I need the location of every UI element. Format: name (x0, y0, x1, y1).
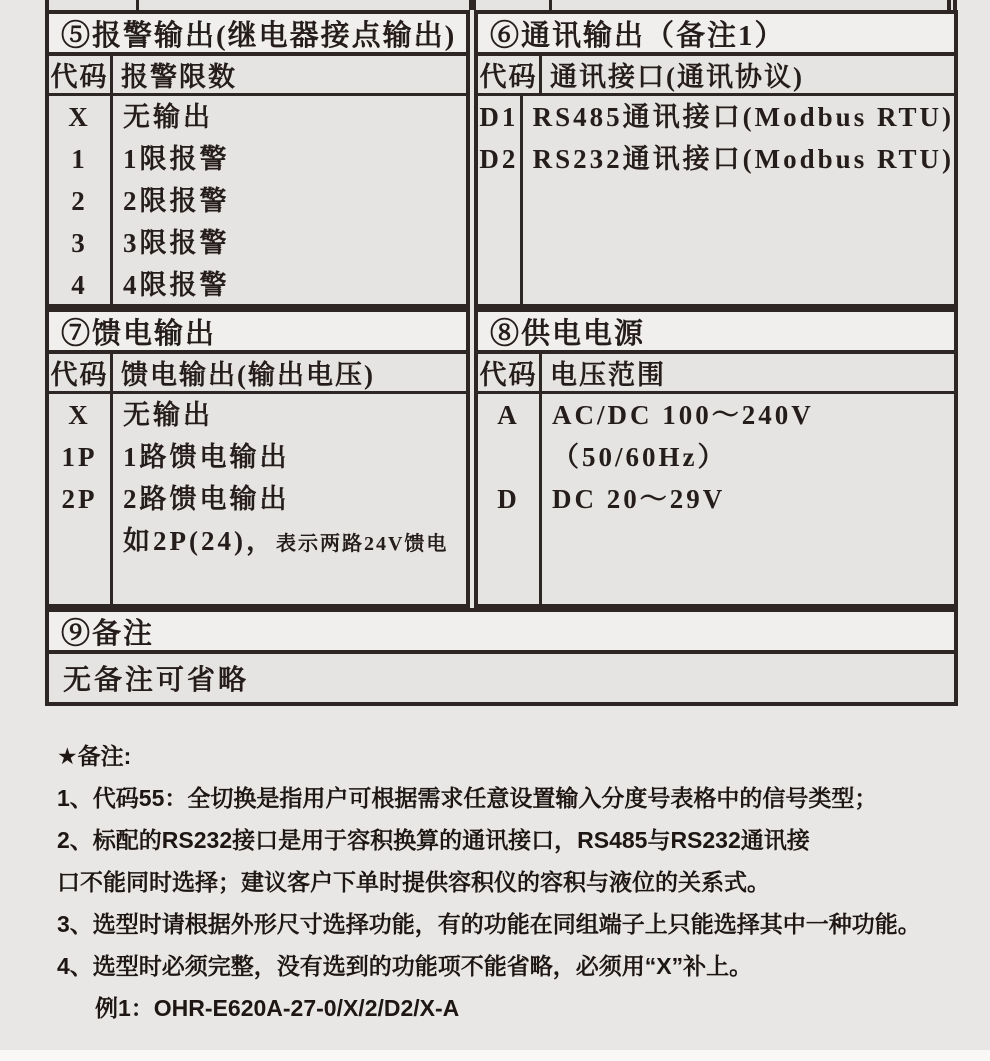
section-6-title-text: ⑥通讯输出（备注1） (490, 19, 786, 52)
desc-cell: RS232通讯接口(Modbus RTU) (532, 144, 954, 174)
desc-note (123, 520, 466, 562)
section-5-title (49, 14, 466, 56)
footnotes (57, 735, 972, 1029)
section-6-title (478, 14, 954, 56)
code-column-header: 代码 (49, 56, 113, 93)
section-9-remark-row: 无备注可省略 (63, 665, 250, 696)
section-6-body (478, 96, 954, 304)
desc-cell: 1限报警 (123, 144, 230, 174)
section-9-title-text: ⑨备注 (61, 617, 155, 650)
note-big: 如2P(24)， (123, 526, 276, 556)
section-5-title-text: ⑤报警输出(继电器接点输出) (61, 19, 457, 52)
section-7-feed-output-table (45, 308, 470, 608)
code-cell: D1 (479, 102, 519, 132)
desc-column-header: 馈电输出(输出电压) (121, 360, 375, 390)
code-column (478, 394, 542, 604)
section-7-column-headers (49, 354, 466, 394)
divider (549, 0, 552, 10)
desc-cell: 1路馈电输出 (123, 442, 290, 472)
desc-cell: 4限报警 (123, 270, 230, 300)
desc-column-header: 通讯接口(通讯协议) (550, 62, 804, 92)
previous-table-bottom-edge (45, 0, 957, 10)
divider (469, 0, 476, 10)
section-8-body (478, 394, 954, 604)
desc-column (523, 96, 954, 304)
code-cell: 1P (61, 442, 98, 472)
desc-column (542, 394, 954, 604)
section-8-title (478, 312, 954, 354)
section-9-remarks-table (45, 608, 958, 706)
section-6-communication-output-table (474, 10, 958, 308)
code-column-header: 代码 (49, 354, 113, 391)
code-column (49, 96, 113, 306)
code-column (49, 394, 113, 604)
section-5-alarm-output-table (45, 10, 470, 308)
desc-cell: AC/DC 100～240V (552, 400, 814, 430)
section-8-title-text: ⑧供电电源 (490, 317, 646, 350)
note-small: 表示两路24V馈电 (275, 533, 449, 555)
desc-column-header: 报警限数 (121, 62, 237, 92)
divider (947, 0, 951, 10)
section-7-title-text: ⑦馈电输出 (61, 317, 217, 350)
bottom-page-edge (0, 1050, 990, 1061)
code-cell: D (497, 484, 520, 514)
code-cell: X (68, 102, 91, 132)
section-8-power-supply-table (474, 308, 958, 608)
footnote-example: 例1：OHR-E620A-27-0/X/2/D2/X-A (95, 995, 460, 1021)
footnote-item: 3、选型时请根据外形尺寸选择功能，有的功能在同组端子上只能选择其中一种功能。 (57, 911, 921, 937)
section-7-body (49, 394, 466, 604)
code-cell: 2P (61, 484, 98, 514)
footnote-item: 1、代码55：全切换是指用户可根据需求任意设置输入分度号表格中的信号类型； (57, 785, 878, 811)
section-7-title (49, 312, 466, 354)
desc-cell: RS485通讯接口(Modbus RTU) (532, 102, 954, 132)
desc-cell: 2限报警 (123, 186, 230, 216)
desc-column-header: 电压范围 (550, 360, 666, 390)
code-column-header: 代码 (478, 354, 542, 391)
footnote-item: 4、选型时必须完整，没有选到的功能项不能省略，必须用“X”补上。 (57, 953, 753, 979)
footnotes-header: ★备注: (57, 743, 132, 769)
footnote-item-continuation: 口不能同时选择；建议客户下单时提供容积仪的容积与液位的关系式。 (57, 869, 770, 895)
code-cell: D2 (479, 144, 519, 174)
desc-column (113, 96, 466, 306)
desc-cell: 2路馈电输出 (123, 484, 290, 514)
section-5-column-headers (49, 56, 466, 96)
code-cell: 2 (71, 186, 88, 216)
code-cell: A (497, 400, 520, 430)
section-9-title (49, 612, 954, 654)
code-column-header: 代码 (478, 56, 542, 93)
code-column (478, 96, 523, 304)
desc-cell: 无输出 (123, 400, 213, 430)
desc-cell: 无输出 (123, 102, 213, 132)
desc-cell: 3限报警 (123, 228, 230, 258)
section-5-body (49, 96, 466, 306)
code-cell: 4 (71, 270, 88, 300)
desc-column (113, 394, 466, 604)
divider (136, 0, 139, 10)
footnote-item: 2、标配的RS232接口是用于容积换算的通讯接口，RS485与RS232通讯接 (57, 827, 810, 853)
code-cell: 3 (71, 228, 88, 258)
desc-cell: （50/60Hz） (552, 442, 728, 472)
code-cell: 1 (71, 144, 88, 174)
desc-cell: DC 20～29V (552, 484, 726, 514)
section-6-column-headers (478, 56, 954, 96)
code-cell: X (68, 400, 91, 430)
code-cell (478, 436, 539, 478)
section-8-column-headers (478, 354, 954, 394)
